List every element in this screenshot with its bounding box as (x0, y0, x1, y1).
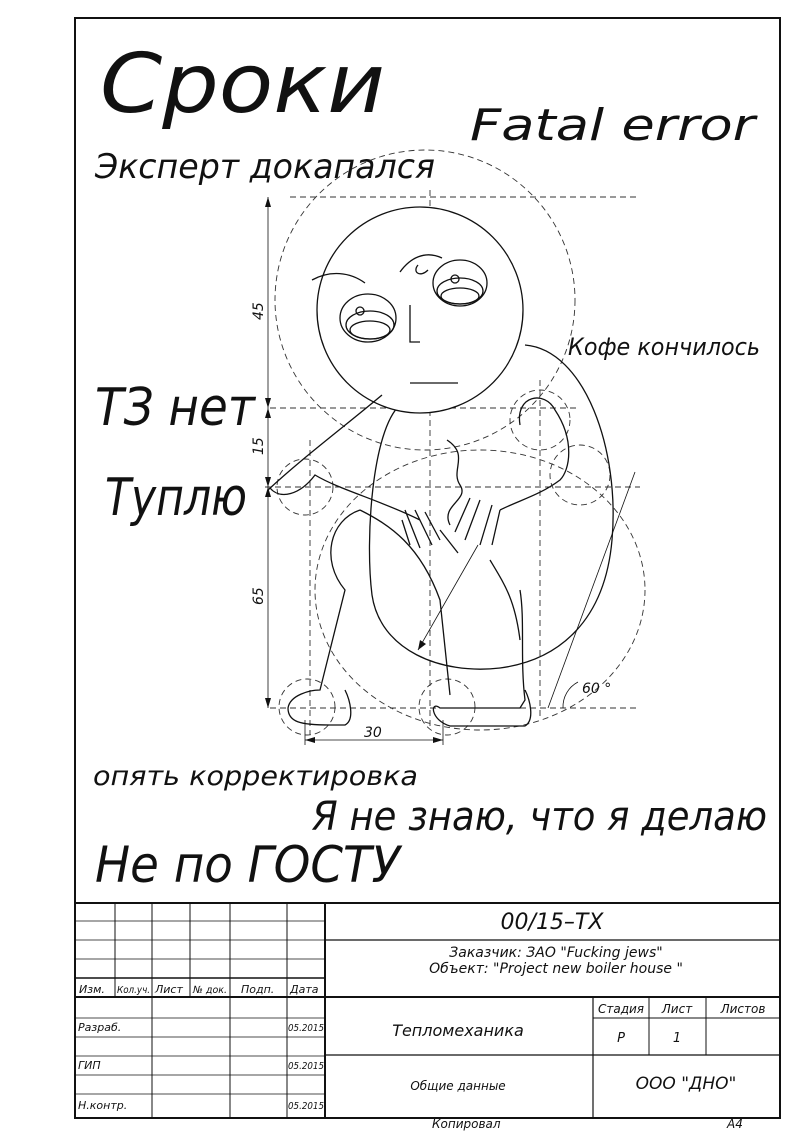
doodle-tz-net: ТЗ нет (95, 378, 257, 438)
doodle-correction: опять корректировка (93, 761, 418, 792)
sheet-name: Общие данные (410, 1079, 506, 1093)
header-izm: Изм. (79, 983, 105, 996)
doodle-dont-know: Я не знаю, что я делаю (311, 794, 767, 840)
dim-15: 15 (251, 437, 267, 455)
doodle-tuplyu: Туплю (105, 468, 247, 528)
header-podp: Подп. (241, 983, 275, 996)
stage-value: Р (617, 1031, 625, 1046)
doodle-sroki: Сроки (100, 37, 385, 132)
doodle-fatal-error: Fatal error (470, 100, 759, 151)
doc-code: 00/15–ТХ (500, 910, 604, 935)
doodle-expert: Эксперт докапался (94, 147, 435, 187)
doodle-not-gost: Не по ГОСТУ (95, 836, 404, 894)
sheet-label: Лист (661, 1002, 693, 1016)
header-kol-uch: Кол.уч. (117, 985, 150, 996)
dim-45: 45 (251, 302, 267, 320)
sheets-label: Листов (720, 1002, 766, 1016)
row-role-razrab: Разраб. (78, 1021, 122, 1034)
dim-65: 65 (251, 587, 267, 605)
header-list: Лист (155, 983, 183, 996)
sheet-number: 1 (672, 1031, 682, 1046)
row-role-nkontr: Н.контр. (78, 1099, 128, 1112)
section-name: Тепломеханика (392, 1021, 524, 1040)
doodle-coffee: Кофе кончилось (568, 333, 760, 361)
copied-label: Копировал (432, 1117, 501, 1131)
customer-line: Заказчик: ЗАО "Fucking jews" (449, 945, 663, 961)
header-n-dok: № док. (192, 985, 227, 996)
row-date-gip: 05.2015 (288, 1061, 324, 1072)
object-line: Объект: "Project new boiler house " (429, 961, 683, 977)
stage-label: Стадия (597, 1002, 645, 1016)
row-date-nkontr: 05.2015 (288, 1101, 324, 1112)
row-date-razrab: 05.2015 (288, 1023, 324, 1034)
company-name: ООО "ДНО" (635, 1074, 737, 1094)
dim-30: 30 (364, 725, 382, 741)
header-data: Дата (290, 983, 319, 996)
row-role-gip: ГИП (78, 1059, 101, 1072)
format-label: А4 (727, 1117, 743, 1131)
figure-drawing (268, 207, 613, 726)
dim-angle: 60 ° (582, 681, 612, 697)
